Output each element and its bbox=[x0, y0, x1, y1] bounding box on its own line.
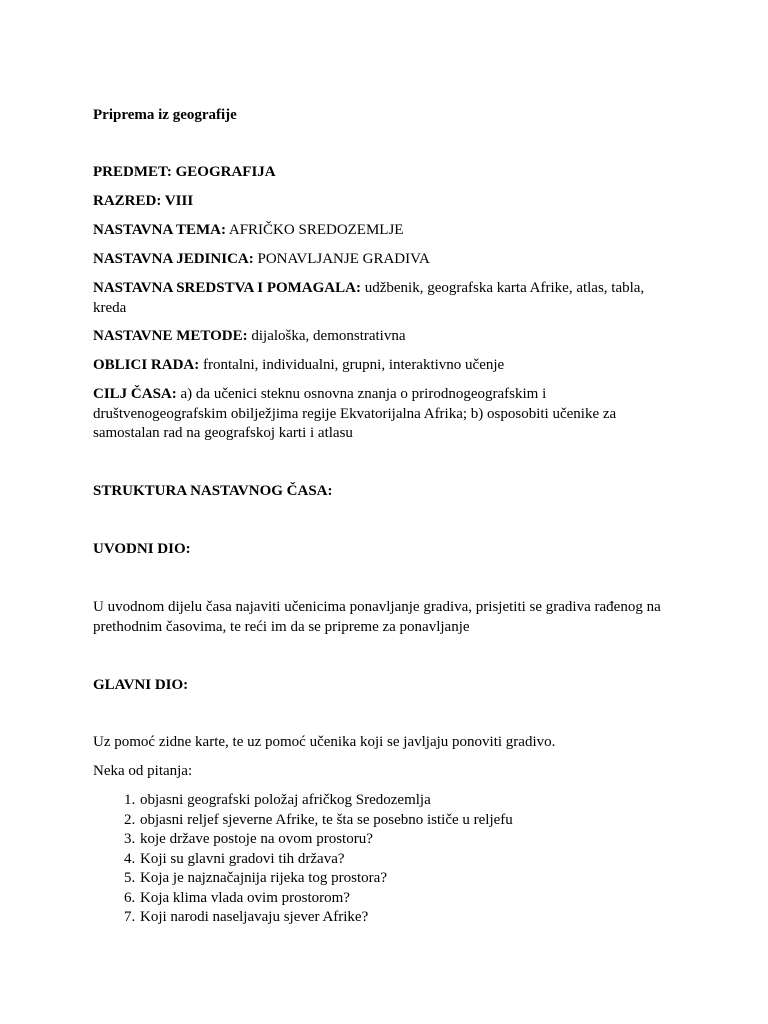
nastavne-metode-value: dijaloška, demonstrativna bbox=[247, 328, 406, 344]
oblici-rada-value: frontalni, individualni, grupni, interaktivno učenje bbox=[199, 357, 505, 373]
questions-list bbox=[93, 791, 673, 928]
glavni-dio-text: Uz pomoć zidne karte, te uz pomoć učenika koji se javljaju ponoviti gradivo. bbox=[93, 734, 556, 750]
uvodni-dio-heading: UVODNI DIO: bbox=[93, 541, 191, 557]
questions-intro: Neka od pitanja: bbox=[93, 763, 193, 779]
document-title: Priprema iz geografije bbox=[93, 107, 237, 123]
list-item: 5. Koja je najznačajnija rijeka tog prostora? bbox=[139, 869, 673, 889]
nastavna-jedinica-label: NASTAVNA JEDINICA: bbox=[93, 251, 254, 267]
cilj-casa-line bbox=[93, 385, 673, 444]
oblici-rada-line bbox=[93, 356, 673, 376]
razred-line: RAZRED: VIII bbox=[93, 193, 194, 209]
list-item: 3. koje države postoje na ovom prostoru? bbox=[139, 830, 673, 850]
nastavna-tema-label: NASTAVNA TEMA: bbox=[93, 222, 226, 238]
nastavna-tema-value: AFRIČKO SREDOZEMLJE bbox=[225, 222, 404, 238]
nastavne-metode-label: NASTAVNE METODE: bbox=[93, 328, 248, 344]
list-item: 7. Koji narodi naseljavaju sjever Afrike? bbox=[139, 908, 673, 928]
nastavna-jedinica-line bbox=[93, 250, 673, 270]
oblici-rada-label: OBLICI RADA: bbox=[93, 357, 200, 373]
nastavna-sredstva-label: NASTAVNA SREDSTVA I POMAGALA: bbox=[93, 280, 361, 296]
list-item: 2. objasni reljef sjeverne Afrike, te šta se posebno ističe u reljefu bbox=[139, 811, 673, 831]
predmet-line: PREDMET: GEOGRAFIJA bbox=[93, 164, 276, 180]
nastavna-sredstva-line bbox=[93, 279, 673, 318]
cilj-casa-label: CILJ ČASA: bbox=[93, 386, 177, 402]
cilj-casa-value: a) da učenici steknu osnovna znanja o prirodnogeografskim i društvenogeografskim obilježjima regije Ekvatorijalna Afrika; b) osposobiti učenike za samostalan rad na geografskoj karti i atlasu bbox=[93, 386, 617, 441]
list-item: 4. Koji su glavni gradovi tih država? bbox=[139, 850, 673, 870]
struktura-heading: STRUKTURA NASTAVNOG ČASA: bbox=[93, 483, 333, 499]
list-item: 6. Koja klima vlada ovim prostorom? bbox=[139, 889, 673, 909]
glavni-dio-heading: GLAVNI DIO: bbox=[93, 677, 189, 693]
list-item: 1. objasni geografski položaj afričkog Sredozemlja bbox=[139, 791, 673, 811]
nastavna-tema-line bbox=[93, 221, 673, 241]
uvodni-dio-text: U uvodnom dijelu časa najaviti učenicima ponavljanje gradiva, prisjetiti se gradiva rađenog na prethodnim časovima, te reći im da se pripreme za ponavljanje bbox=[93, 599, 661, 635]
nastavne-metode-line bbox=[93, 327, 673, 347]
nastavna-sredstva-value: udžbenik, geografska karta Afrike, atlas, tabla, kreda bbox=[93, 280, 645, 316]
nastavna-jedinica-value: PONAVLJANJE GRADIVA bbox=[253, 251, 430, 267]
